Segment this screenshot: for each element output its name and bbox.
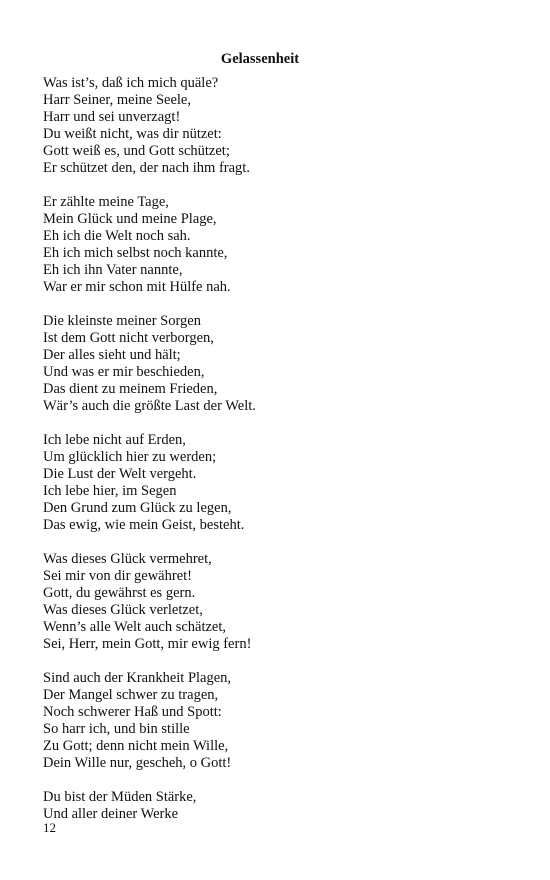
stanza-5 (43, 551, 503, 653)
poem-line: Mein Glück und meine Plage, (43, 211, 217, 227)
page-number: 12 (43, 820, 56, 835)
poem-line: Um glücklich hier zu werden; (43, 449, 217, 465)
poem-line: Gott weiß es, und Gott schützet; (43, 143, 230, 159)
stanza-3 (43, 313, 503, 415)
poem-line: Eh ich mich selbst noch kannte, (43, 245, 228, 261)
poem-line: War er mir schon mit Hülfe nah. (43, 279, 231, 295)
poem-title: Gelassenheit (220, 51, 300, 67)
poem-line: Harr Seiner, meine Seele, (43, 92, 191, 108)
poem-line: Du bist der Müden Stärke, (43, 789, 197, 805)
poem-line: Du weißt nicht, was dir nützet: (43, 126, 222, 142)
stanza-6 (43, 670, 503, 772)
poem-line: Das ewig, wie mein Geist, besteht. (43, 517, 245, 533)
poem-line: Der alles sieht und hält; (43, 347, 181, 363)
poem-line: Sei, Herr, mein Gott, mir ewig fern! (43, 636, 252, 652)
poem-line: Er schützet den, der nach ihm fragt. (43, 160, 250, 176)
poem-line: Noch schwerer Haß und Spott: (43, 704, 222, 720)
poem-line: Wär’s auch die größte Last der Welt. (43, 398, 256, 414)
poem-line: Das dient zu meinem Frieden, (43, 381, 218, 397)
poem-line: Die Lust der Welt vergeht. (43, 466, 197, 482)
poem-line: Sind auch der Krankheit Plagen, (43, 670, 232, 686)
stanza-4 (43, 432, 503, 534)
poem-line: Ich lebe hier, im Segen (43, 483, 177, 499)
poem-line: Was ist’s, daß ich mich quäle? (43, 75, 219, 91)
poem-line: Und aller deiner Werke (43, 806, 179, 822)
poem-line: Ist dem Gott nicht verborgen, (43, 330, 214, 346)
poem-line: Eh ich ihn Vater nannte, (43, 262, 183, 278)
stanza-2 (43, 194, 503, 296)
poem-body (43, 75, 503, 840)
poem-line: Dein Wille nur, gescheh, o Gott! (43, 755, 232, 771)
poem-line: Wenn’s alle Welt auch schätzet, (43, 619, 227, 635)
poem-line: Und was er mir beschieden, (43, 364, 205, 380)
poem-line: Ich lebe nicht auf Erden, (43, 432, 186, 448)
poem-line: Zu Gott; denn nicht mein Wille, (43, 738, 229, 754)
poem-line: Die kleinste meiner Sorgen (43, 313, 201, 329)
poem-line: Harr und sei unverzagt! (43, 109, 181, 125)
poem-line: Sei mir von dir gewähret! (43, 568, 192, 584)
poem-line: Gott, du gewährst es gern. (43, 585, 196, 601)
poem-line: Eh ich die Welt noch sah. (43, 228, 191, 244)
poem-line: Den Grund zum Glück zu legen, (43, 500, 232, 516)
stanza-1 (43, 75, 503, 177)
poem-line: Der Mangel schwer zu tragen, (43, 687, 219, 703)
poem-line: Was dieses Glück verletzet, (43, 602, 203, 618)
stanza-7 (43, 789, 503, 823)
poem-line: So harr ich, und bin stille (43, 721, 190, 737)
poem-line: Er zählte meine Tage, (43, 194, 169, 210)
poem-line: Was dieses Glück vermehret, (43, 551, 212, 567)
